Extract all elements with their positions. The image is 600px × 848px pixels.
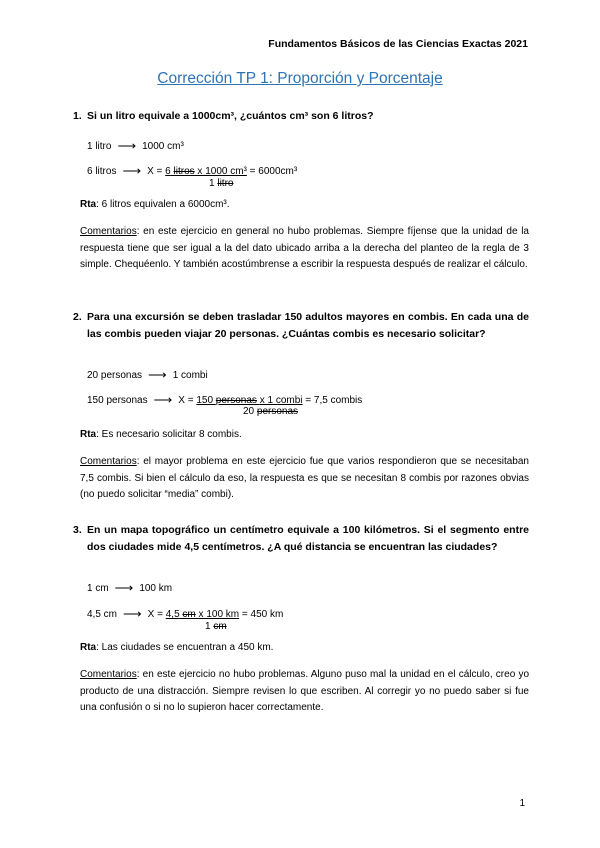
fraction-numerator: 6 litros x 1000 cm³	[165, 166, 247, 177]
answer-text: : 6 litros equivalen a 6000cm³.	[96, 199, 230, 210]
comment-2	[80, 454, 529, 504]
comment-text: : en este ejercicio no hubo problemas. Alguno puso mal la unidad en el cálculo, creo yo producto de una distracción. Siempre revisen lo que escriben. Al corregir yo no puedo saber si fue una confusión o si no lo supieron hacer correctamente.	[80, 669, 529, 713]
question-3	[73, 522, 529, 556]
answer-label: Rta	[80, 642, 97, 653]
question-text: Si un litro equivale a 1000cm³, ¿cuántos cm³ son 6 litros?	[87, 110, 374, 122]
proportion-line-1	[87, 138, 184, 154]
given-quantity: 1 litro	[87, 141, 112, 152]
answer-2	[80, 429, 242, 440]
arrow-icon: ⟶	[114, 580, 134, 595]
arrow-icon: ⟶	[153, 392, 173, 407]
cancelled-unit: litro	[217, 178, 234, 189]
given-quantity: 1 cm	[87, 583, 109, 594]
proportion-line-2	[87, 392, 362, 408]
fraction-denominator: 1 litro	[209, 178, 234, 189]
comment-label: Comentarios	[80, 669, 137, 680]
page-title: Corrección TP 1: Proporción y Porcentaje	[157, 70, 443, 87]
proportion-line-1	[87, 580, 172, 596]
result: = 450 km	[241, 609, 284, 620]
comment-text: : el mayor problema en este ejercicio fue que varios respondieron que se necesitaban 7,5 combis. Si bien el cálculo da eso, la respuesta es que se necesitan 8 combis por razones obvias (no puedo solicitar “media” combi).	[80, 456, 529, 500]
arrow-icon: ⟶	[117, 138, 137, 153]
question-number: 3.	[73, 524, 82, 536]
comment-1	[80, 224, 529, 274]
proportion-line-2	[87, 606, 283, 622]
unknown-x: X =	[147, 166, 163, 177]
result: = 7,5 combis	[305, 395, 363, 406]
fraction-denominator: 1 cm	[205, 621, 227, 632]
answer-text: : Es necesario solicitar 8 combis.	[96, 429, 242, 440]
page-number: 1	[519, 798, 525, 809]
unknown-x: X =	[147, 609, 163, 620]
cancelled-unit: cm	[213, 621, 227, 632]
answer-label: Rta	[80, 199, 97, 210]
given-equivalent: 1000 cm³	[142, 141, 184, 152]
cancelled-unit: cm	[182, 609, 196, 620]
given-equivalent: 100 km	[139, 583, 173, 594]
arrow-icon: ⟶	[122, 163, 142, 178]
question-number: 1.	[73, 110, 82, 122]
cancelled-unit: litros	[173, 166, 195, 177]
question-text: En un mapa topográfico un centímetro equivale a 100 kilómetros. Si el segmento entre dos ciudades mide 4,5 centímetros. ¿A qué distancia se encuentran las ciudades?	[87, 524, 529, 553]
cancelled-unit: personas	[215, 395, 257, 406]
document-header: Fundamentos Básicos de las Ciencias Exactas 2021	[268, 38, 528, 50]
proportion-line-2	[87, 163, 297, 179]
fraction-numerator: 150 personas x 1 combi	[196, 395, 303, 406]
asked-quantity: 4,5 cm	[87, 609, 118, 620]
arrow-icon: ⟶	[148, 367, 167, 382]
arrow-icon: ⟶	[123, 606, 142, 621]
unknown-x: X =	[178, 395, 194, 406]
comment-label: Comentarios	[80, 226, 137, 237]
asked-quantity: 6 litros	[87, 166, 117, 177]
proportion-line-1	[87, 367, 208, 383]
answer-label: Rta	[80, 429, 97, 440]
answer-text: : Las ciudades se encuentran a 450 km.	[96, 642, 274, 653]
fraction-numerator: 4,5 cm x 100 km	[165, 609, 240, 620]
comment-label: Comentarios	[80, 456, 137, 467]
fraction-denominator: 20 personas	[243, 406, 299, 417]
question-1	[73, 108, 529, 125]
given-quantity: 20 personas	[87, 370, 143, 381]
given-equivalent: 1 combi	[172, 370, 208, 381]
question-number: 2.	[73, 311, 82, 323]
question-text: Para una excursión se deben trasladar 150 adultos mayores en combis. En cada una de las combis pueden viajar 20 personas. ¿Cuántas combis es necesario solicitar?	[87, 311, 529, 340]
question-2	[73, 309, 529, 343]
answer-3	[80, 642, 273, 653]
comment-text: : en este ejercicio en general no hubo problemas. Siempre fíjense que la unidad de la respuesta tiene que ser igual a la del dato ubicado arriba a la derecha del planteo de la regla de 3 simple. Chequéenlo. Y también acostúmbrense a escribir la respuesta después de realizar el cálculo.	[80, 226, 529, 270]
cancelled-unit: personas	[256, 406, 299, 417]
result: = 6000cm³	[249, 166, 298, 177]
comment-3	[80, 667, 529, 717]
answer-1	[80, 199, 230, 210]
asked-quantity: 150 personas	[87, 395, 148, 406]
